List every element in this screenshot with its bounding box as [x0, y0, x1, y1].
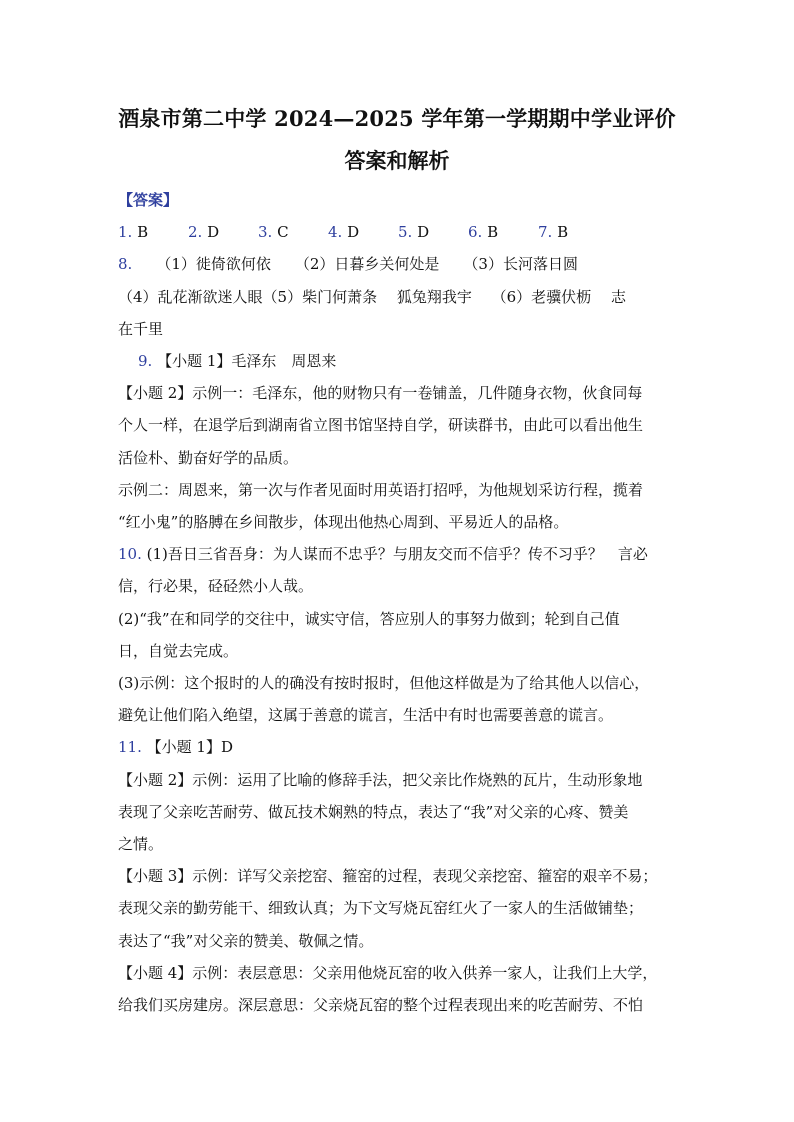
- q11-sub3-line-1: 【小题 3】示例：详写父亲挖窑、箍窑的过程，表现父亲挖窑、箍窑的艰辛不易；: [118, 867, 658, 886]
- choice-4: 4. D: [328, 223, 360, 242]
- choice-2: 2. D: [188, 223, 220, 242]
- q10-a3-line-1: (3)示例：这个报时的人的确没有按时报时，但他这样做是为了给其他人以信心，: [118, 674, 650, 693]
- q11-sub2-line-2: 表现了父亲吃苦耐劳、做瓦技术娴熟的特点，表达了“我”对父亲的心疼、赞美: [118, 802, 629, 821]
- q11-sub3-line-2: 表现父亲的勤劳能干、细致认真；为下文写烧瓦窑红火了一家人的生活做铺垫；: [118, 899, 644, 918]
- choice-5: 5. D: [398, 223, 430, 242]
- choice-6: 6. B: [468, 223, 499, 242]
- choice-answers: [118, 216, 684, 248]
- q8-line-2: （4）乱花渐欲迷人眼（5）柴门何萧条 狐兔翔我宇 （6）老骥伏枥 志: [118, 287, 626, 306]
- choice-1: 1. B: [118, 223, 149, 242]
- q10-a2-line-2: 日，自觉去完成。: [118, 641, 239, 660]
- q11-sub2-line-3: 之情。: [118, 835, 164, 854]
- q9-sub2-line-3: 活俭朴、勤奋好学的品质。: [118, 448, 299, 467]
- q11-sub4-line-1: 【小题 4】示例：表层意思：父亲用他烧瓦窑的收入供养一家人，让我们上大学，: [118, 963, 658, 982]
- q10-a1-line-1: 10. (1)吾日三省吾身：为人谋而不忠乎？与朋友交而不信乎？传不习乎？ 言必: [118, 545, 648, 564]
- q9-example2-line-1: 示例二：周恩来，第一次与作者见面时用英语打招呼，为他规划采访行程，揽着: [118, 480, 644, 499]
- q11-sub1: 11. 【小题 1】D: [118, 738, 233, 757]
- q11-sub3-line-3: 表达了“我”对父亲的赞美、敬佩之情。: [118, 931, 374, 950]
- q9-sub1: 9. 【小题 1】毛泽东 周恩来: [138, 352, 337, 371]
- q9-sub2-line-2: 个人一样，在退学后到湖南省立图书馆坚持自学，研读群书，由此可以看出他生: [118, 416, 644, 435]
- document-title: 酒泉市第二中学 2024—2025 学年第一学期期中学业评价: [118, 106, 676, 131]
- q10-a2-line-1: (2)“我”在和同学的交往中，诚实守信，答应别人的事努力做到；轮到自己值: [118, 609, 620, 628]
- q11-sub4-line-2: 给我们买房建房。深层意思：父亲烧瓦窑的整个过程表现出来的吃苦耐劳、不怕: [118, 996, 644, 1015]
- answer-label: 【答案】: [118, 191, 179, 209]
- answer-content: [118, 184, 684, 1021]
- q8-line-1: 8. （1）徙倚欲何依 （2）日暮乡关何处是 （3）长河落日圆: [118, 255, 578, 274]
- q10-a3-line-2: 避免让他们陷入绝望，这属于善意的谎言，生活中有时也需要善意的谎言。: [118, 706, 614, 725]
- q10-a1-line-2: 信，行必果，硁硁然小人哉。: [118, 577, 314, 596]
- q11-sub2-line-1: 【小题 2】示例：运用了比喻的修辞手法，把父亲比作烧熟的瓦片，生动形象地: [118, 770, 643, 789]
- choice-7: 7. B: [538, 223, 569, 242]
- q8-line-3: 在千里: [118, 319, 164, 338]
- document-subtitle: 答案和解析: [344, 148, 450, 173]
- q9-example2-line-2: “红小鬼”的胳膊在乡间散步，体现出他热心周到、平易近人的品格。: [118, 513, 569, 532]
- choice-3: 3. C: [258, 223, 289, 242]
- q9-sub2-line-1: 【小题 2】示例一：毛泽东，他的财物只有一卷铺盖，几件随身衣物，伙食同每: [118, 384, 643, 403]
